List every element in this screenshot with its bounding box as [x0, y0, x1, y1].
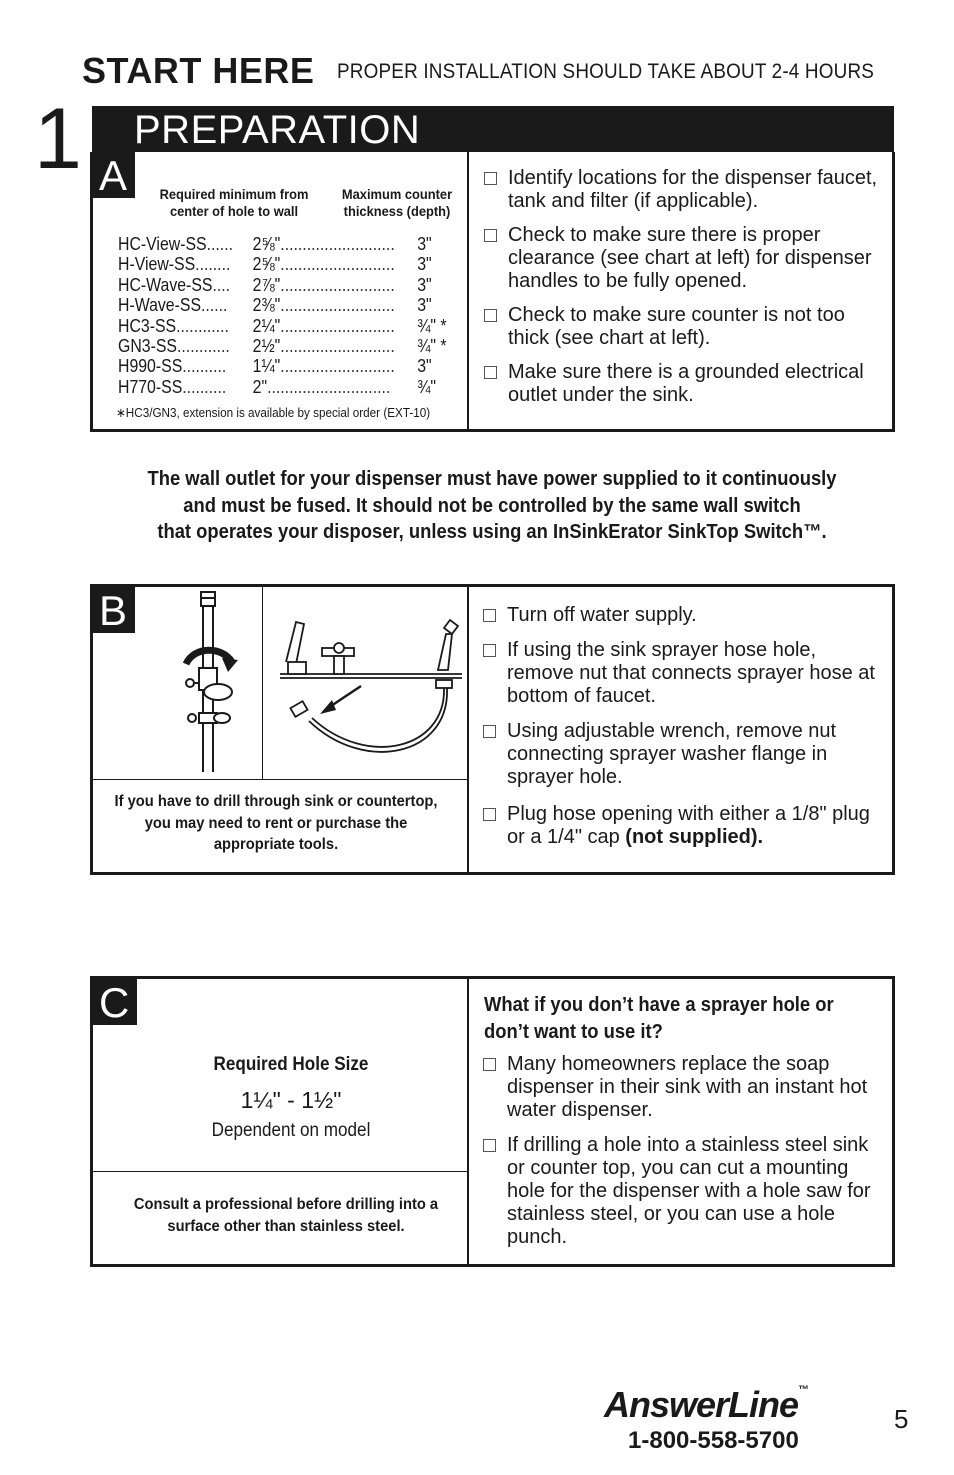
spec-min-value: 1¼" — [252, 356, 281, 377]
spec-row — [118, 274, 432, 295]
spec-max-thickness: ¾" — [417, 376, 437, 397]
power-notice — [124, 466, 860, 546]
checkbox-icon — [483, 808, 496, 821]
section-a-checklist — [484, 167, 879, 418]
spec-leader-dots: .......................... — [280, 254, 395, 275]
spec-min-distance — [253, 295, 395, 315]
spec-leader-dots: ........ — [195, 254, 231, 275]
spec-leader-dots: ...... — [201, 295, 228, 316]
spec-min-distance — [253, 377, 391, 397]
section-c-divider — [467, 979, 469, 1264]
spec-model: HC3-SS — [118, 315, 177, 336]
answerline-logo-text: AnswerLine — [604, 1384, 799, 1425]
checklist-item-text: If drilling a hole into a stainless steel sink or counter top, you can cut a mounting hole for the dispenser with a hole saw for stainless steel, or you can use a hole punch. — [507, 1134, 871, 1248]
answerline-phone: 1-800-558-5700 — [628, 1427, 799, 1454]
spec-leader-dots: .......... — [182, 356, 227, 377]
plug-instruction-bold: (not supplied). — [625, 826, 764, 848]
spec-leader-dots: ...... — [206, 234, 234, 254]
answerline-logo — [604, 1384, 809, 1426]
hole-size-note: Dependent on model — [211, 1120, 371, 1141]
spec-row — [118, 336, 447, 356]
spec-row — [118, 295, 432, 316]
checklist-item — [484, 167, 879, 213]
spec-max-thickness: 3" — [417, 234, 432, 254]
spec-row — [118, 315, 447, 336]
preparation-title: PREPARATION — [134, 108, 421, 152]
spec-leader-dots: .......................... — [280, 234, 395, 254]
checklist-item-text: Many homeowners replace the soap dispenser in their sink with an instant hot water dispenser. — [507, 1053, 868, 1121]
spec-min-distance — [253, 356, 395, 376]
hole-size-label: Required Hole Size — [213, 1054, 369, 1075]
checklist-item-text: Make sure there is a grounded electrical outlet under the sink. — [508, 361, 864, 406]
section-b-drill-caption: If you have to drill through sink or countertop, you may need to rent or purchase the appropriate tools. — [114, 793, 438, 853]
section-b-illustration-divider — [262, 587, 263, 779]
spec-leader-dots: .......................... — [280, 315, 395, 336]
checklist-item — [484, 361, 879, 407]
checklist-item-text: Check to make sure there is proper clearance (see chart at left) for dispenser handles to be fully opened. — [508, 224, 872, 292]
section-b-letter: B — [93, 587, 135, 633]
consult-professional-note: Consult a professional before drilling into a surface other than stainless steel. — [133, 1196, 439, 1235]
checklist-item-text: Check to make sure counter is not too thick (see chart at left). — [508, 304, 845, 349]
checkbox-icon — [483, 725, 496, 738]
spec-model: H990-SS — [118, 356, 183, 377]
spec-row — [118, 254, 432, 275]
checkbox-icon — [484, 172, 497, 185]
hole-size-value: 1¼" - 1½" — [240, 1087, 342, 1113]
trademark-symbol: ™ — [798, 1384, 810, 1396]
spec-leader-dots: .......................... — [280, 336, 395, 356]
section-a-letter: A — [93, 152, 135, 198]
column-head-min-distance: Required minimum from center of hole to wall — [159, 186, 309, 219]
spec-min-value: 2⅞" — [252, 274, 281, 295]
spec-min-value: 2" — [252, 376, 268, 397]
spec-min-distance — [253, 254, 395, 274]
section-b-checklist — [483, 604, 878, 801]
spec-max-thickness: 3" — [417, 356, 432, 377]
checklist-item — [483, 720, 878, 789]
checklist-item-text: If using the sink sprayer hose hole, remove nut that connects sprayer hose at bottom of faucet. — [507, 639, 875, 707]
sprayer-hose-illustration — [266, 600, 466, 775]
checkbox-icon — [483, 644, 496, 657]
checkbox-icon — [483, 609, 496, 622]
install-time-note: PROPER INSTALLATION SHOULD TAKE ABOUT 2-4 HOURS — [337, 60, 875, 83]
power-notice-line-2: and must be fused. It should not be controlled by the same wall switch — [183, 494, 801, 517]
checklist-item — [483, 604, 878, 627]
spec-max-thickness: ¾" * — [417, 315, 447, 336]
checkbox-icon — [484, 229, 497, 242]
spec-min-distance — [253, 316, 395, 336]
spec-row — [118, 356, 432, 377]
checkbox-icon — [483, 1139, 496, 1152]
checklist-item — [484, 224, 879, 293]
shutoff-valve-illustration — [160, 588, 260, 778]
section-b-caption-divider — [93, 779, 467, 780]
spec-min-value: 2¼" — [252, 315, 281, 336]
spec-leader-dots: ............ — [176, 336, 230, 356]
checkbox-icon — [484, 309, 497, 322]
checklist-item-text: Identify locations for the dispenser faucet, tank and filter (if applicable). — [508, 167, 878, 212]
spec-leader-dots: .......... — [182, 376, 227, 397]
spec-model: H770-SS — [118, 376, 183, 397]
spec-max-thickness: 3" — [417, 295, 432, 316]
checklist-item — [483, 1053, 873, 1122]
spec-min-distance — [253, 275, 395, 295]
section-c-note-divider — [93, 1171, 467, 1172]
power-notice-line-3: that operates your disposer, unless using an InSinkErator SinkTop Switch™. — [157, 521, 827, 543]
plug-instruction-text: Plug hose opening with either a 1/8" plug or a 1/4" cap — [507, 803, 870, 848]
page-number: 5 — [894, 1404, 909, 1434]
spec-min-distance — [253, 336, 395, 356]
power-notice-line-1: The wall outlet for your dispenser must have power supplied to it continuously — [147, 468, 837, 490]
spec-model: HC-View-SS — [118, 234, 207, 254]
section-c-checklist — [483, 1053, 873, 1261]
spec-leader-dots: .......................... — [280, 274, 395, 295]
spec-row — [118, 376, 437, 397]
step-number: 1 — [34, 91, 82, 187]
spec-max-thickness: ¾" * — [417, 336, 447, 356]
spec-min-value: 2½" — [252, 336, 281, 356]
checklist-item — [484, 304, 879, 350]
checklist-item — [483, 1134, 873, 1249]
spec-leader-dots: .... — [212, 274, 231, 295]
spec-leader-dots: ............ — [176, 315, 229, 336]
spec-min-value: 2⅝" — [252, 254, 281, 275]
section-c-letter: C — [93, 979, 137, 1025]
checkbox-icon — [484, 366, 497, 379]
section-b-checklist-item-plug — [483, 803, 878, 849]
checklist-item-text: Using adjustable wrench, remove nut connecting sprayer washer flange in sprayer hole. — [507, 720, 837, 788]
spec-leader-dots: ............................ — [267, 376, 391, 397]
spec-footnote: ∗HC3/GN3, extension is available by special order (EXT-10) — [116, 405, 431, 420]
spec-min-value: 2⅜" — [252, 295, 281, 316]
start-here-heading: START HERE — [82, 50, 315, 91]
checklist-item — [483, 639, 878, 708]
spec-min-value: 2⅝" — [252, 234, 281, 254]
column-head-max-thickness: Maximum counter thickness (depth) — [341, 186, 453, 219]
spec-max-thickness: 3" — [417, 254, 432, 275]
spec-model: H-Wave-SS — [118, 295, 202, 316]
spec-min-distance — [253, 234, 395, 254]
checklist-item-text: Turn off water supply. — [507, 604, 697, 626]
spec-model: HC-Wave-SS — [118, 274, 213, 295]
spec-leader-dots: .......................... — [280, 295, 395, 316]
spec-max-thickness: 3" — [417, 274, 432, 295]
checkbox-icon — [483, 1058, 496, 1071]
spec-model: GN3-SS — [118, 336, 177, 356]
sprayer-hole-question: What if you don’t have a sprayer hole or don’t want to use it? — [484, 994, 834, 1043]
section-b-divider — [467, 587, 469, 872]
spec-model: H-View-SS — [118, 254, 196, 275]
spec-row — [118, 234, 432, 254]
section-a-divider — [467, 152, 469, 429]
spec-leader-dots: .......................... — [280, 356, 395, 377]
